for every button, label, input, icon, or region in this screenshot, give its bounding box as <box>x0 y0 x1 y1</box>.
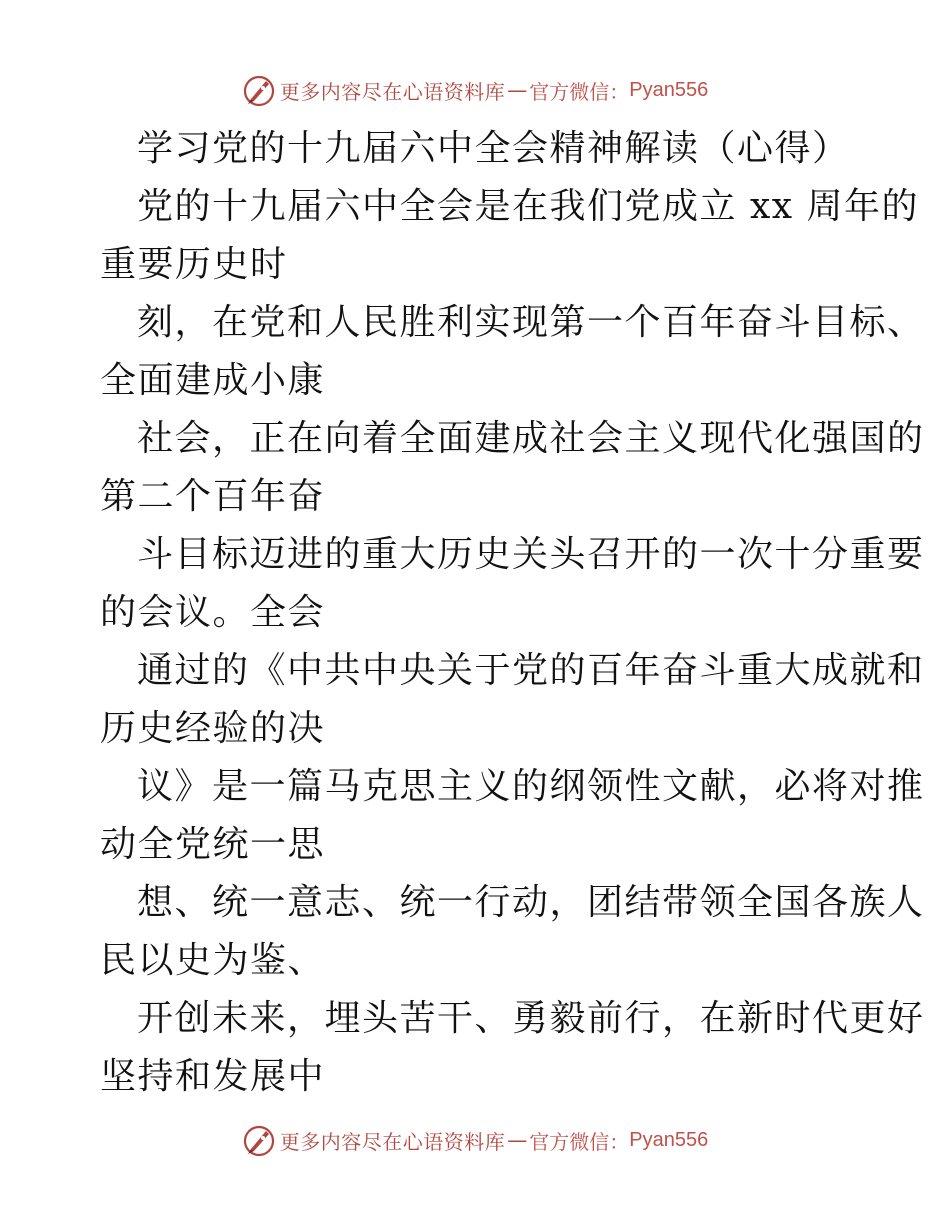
banner-wechat-label: 官方微信： <box>529 79 630 104</box>
paragraph-line: 第二个百年奋 <box>100 476 326 517</box>
banner-main-text: 更多内容尽在心语资料库 <box>279 79 506 104</box>
banner-dash: — <box>507 1128 528 1152</box>
paragraph-line: 民以史为鉴、 <box>100 940 326 981</box>
paragraph-line: 动全党统一思 <box>100 824 326 865</box>
paragraph-line: 全面建成小康 <box>100 360 326 401</box>
quill-pen-circle-icon <box>242 73 276 107</box>
banner-dash: — <box>507 78 528 102</box>
quill-pen-circle-icon <box>242 1123 276 1157</box>
document-title: 学习党的十九届六中全会精神解读（心得） <box>137 128 850 169</box>
banner-wechat-id: Pyan556 <box>629 78 709 101</box>
footer-watermark-banner <box>0 1120 950 1160</box>
banner-wechat-id: Pyan556 <box>629 1128 709 1151</box>
paragraph-line: 议》是一篇马克思主义的纲领性文献，必将对推 <box>137 766 925 807</box>
paragraph-line: 刻，在党和人民胜利实现第一个百年奋斗目标、 <box>137 302 925 343</box>
paragraph-line: 历史经验的决 <box>100 708 326 749</box>
document-body <box>100 120 925 1106</box>
paragraph-line: 重要历史时 <box>100 244 288 285</box>
banner-wechat-label: 官方微信： <box>529 1129 630 1154</box>
paragraph-line: 坚持和发展中 <box>100 1056 326 1097</box>
paragraph-line: 想、统一意志、统一行动，团结带领全国各族人 <box>137 882 925 923</box>
paragraph-line: 的会议。全会 <box>100 592 326 633</box>
paragraph-line: 斗目标迈进的重大历史关头召开的一次十分重要 <box>137 534 925 575</box>
paragraph-line: 社会，正在向着全面建成社会主义现代化强国的 <box>137 418 925 459</box>
banner-main-text: 更多内容尽在心语资料库 <box>279 1129 506 1154</box>
paragraph-line: 党的十九届六中全会是在我们党成立 xx 周年的 <box>137 186 919 227</box>
header-watermark-banner <box>0 70 950 110</box>
paragraph-line: 开创未来，埋头苦干、勇毅前行，在新时代更好 <box>137 998 925 1039</box>
paragraph-line: 通过的《中共中央关于党的百年奋斗重大成就和 <box>137 650 925 691</box>
